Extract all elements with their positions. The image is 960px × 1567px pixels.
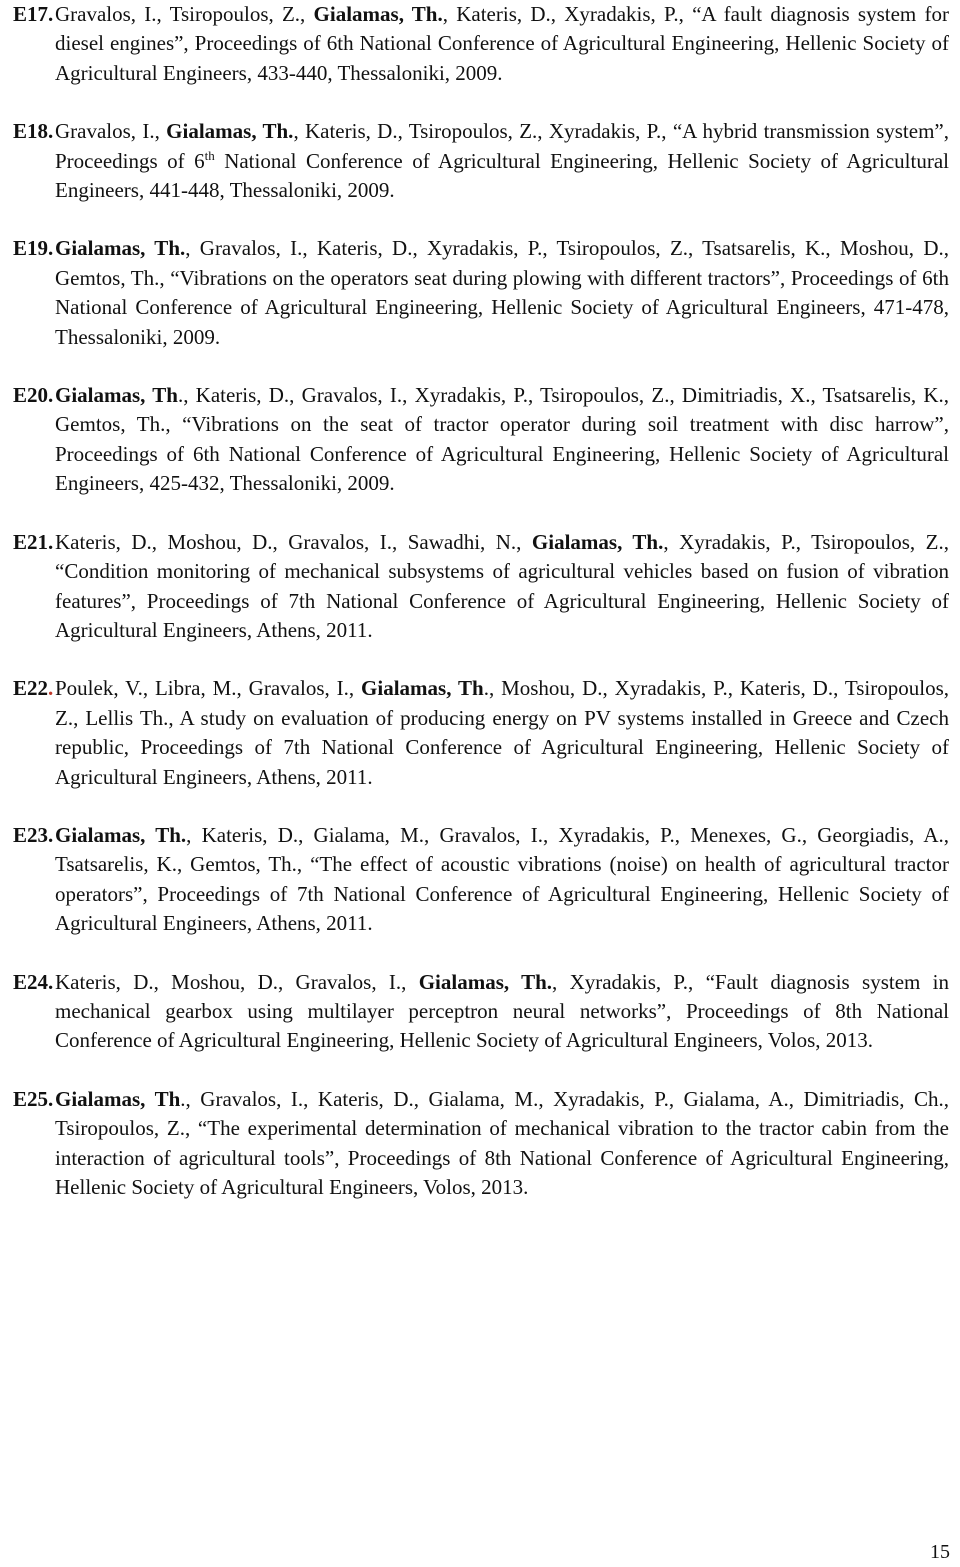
reference-text: ., Kateris, D., Gravalos, I., Xyradakis, P., Tsiropoulos, Z., Dimitriadis, X., Tsatsarelis, K., Gemtos, Th., “Vibrations on the seat of tractor operator during soil treatment with disc harrow”, Proceedings of 6th National Conference of Agricultural Engineering, Hellenic Society of Agricultural Engineers, 425-432, Thessaloniki, 2009. <box>55 383 949 496</box>
reference-entry <box>13 381 949 499</box>
reference-text: National Conference of Agricultural Engineering, Hellenic Society of Agricultural Engineers, 441-448, Thessaloniki, 2009. <box>55 148 949 203</box>
reference-id: E24. <box>13 969 54 994</box>
reference-id: E22 <box>13 676 49 701</box>
reference-text: Gravalos, I., <box>55 119 167 144</box>
reference-id: E25. <box>13 1086 54 1111</box>
reference-text: , Xyradakis, P., “Fault diagnosis system in mechanical gearbox using multilayer perceptron neural networks”, Proceedings of 8th National Conference of Agricultural Engineering, Hellenic Society of Agricultural Engineers, Volos, 2013. <box>55 969 950 1053</box>
reference-text: Gravalos, I <box>55 2 152 26</box>
reference-text: ., Gravalos, I., Kateris, D., Gialama, M., Xyradakis, P., Gialama, A., Dimitriadis, Ch., Tsiropoulos, Z., “The experimental determination of mechanical vibration to the tractor cabin from the interaction of agricultural tools”, Proceedings of 8th National Conference of Agricultural Engineering, Hellenic Society of Agricultural Engineers, Volos, 2013. <box>55 1086 949 1199</box>
reference-number <box>13 0 53 29</box>
reference-number <box>13 234 53 263</box>
reference-entry <box>13 0 949 88</box>
author-highlight: Gialamas, Th. <box>166 119 294 144</box>
reference-text: , Kateris, D., Xyradakis, P., “A fault diagnosis system for diesel engines”, Proceedings of 6th National Conference of Agricultural Engineering, Hellenic Society of Agricultural Engineers, 433-440, Thessaloniki, 2009. <box>55 2 949 85</box>
reference-text: ., Tsiropoulos, Z., <box>151 2 314 26</box>
reference-gap <box>13 645 949 674</box>
reference-id: E18. <box>13 119 54 144</box>
reference-gap <box>13 205 949 234</box>
reference-id: E19. <box>13 236 54 261</box>
author-highlight: Gialamas, Th. <box>418 969 553 994</box>
author-highlight: Gialamas, Th. <box>55 822 187 847</box>
reference-text: , Xyradakis, P., Tsiropoulos, Z., “Condition monitoring of mechanical subsystems of agricultural vehicles based on fusion of vibration features”, Proceedings of 7th National Conference of Agricultural Engineering, Hellenic Society of Agricultural Engineers, Athens, 2011. <box>55 529 949 642</box>
author-highlight: Gialamas, Th <box>55 1086 181 1111</box>
reference-text: , Kateris, D., Gialama, M., Gravalos, I., Xyradakis, P., Menexes, G., Georgiadis, A., Tsatsarelis, K., Gemtos, Th., “The effect of acoustic vibrations (noise) on health of agricultural tractor operators”, Proceedings of 7th National Conference of Agricultural Engineering, Hellenic Society of Agricultural Engineers, Athens, 2011. <box>55 822 949 936</box>
ordinal-superscript: th <box>204 147 215 163</box>
reference-number <box>13 117 53 146</box>
reference-number <box>13 528 53 557</box>
reference-gap <box>13 939 949 968</box>
reference-id: E21. <box>13 529 54 554</box>
reference-entry <box>13 821 949 939</box>
reference-id-suffix: . <box>48 676 54 701</box>
reference-list <box>13 0 949 1202</box>
reference-entry <box>13 674 949 792</box>
reference-gap <box>13 792 949 821</box>
reference-text: , Gravalos, I., Kateris, D., Xyradakis, P., Tsiropoulos, Z., Tsatsarelis, K., Moshou, D., Gemtos, Th., “Vibrations on the operators seat during plowing with different tractors”, Proceedings of 6th National Conference of Agricultural Engineering, Hellenic Society of Agricultural Engineers, 471-478, Thessaloniki, 2009. <box>55 236 949 349</box>
reference-text: , Kateris, D., Tsiropoulos, Z., Xyradakis, P., “A hybrid transmission system”, Proceedings of 6 <box>55 119 949 173</box>
reference-id: E20. <box>13 383 54 408</box>
reference-id: E23. <box>13 822 54 847</box>
reference-id: E17. <box>13 2 54 26</box>
reference-text: Poulek, V., Libra, M., Gravalos, I., <box>55 676 362 701</box>
reference-entry <box>13 234 949 352</box>
author-highlight: Gialamas, Th. <box>55 236 186 261</box>
reference-number <box>13 381 53 410</box>
reference-number <box>13 674 53 703</box>
reference-gap <box>13 1056 949 1085</box>
reference-entry <box>13 528 949 646</box>
reference-entry <box>13 968 949 1056</box>
reference-gap <box>13 88 949 117</box>
reference-number <box>13 1085 53 1114</box>
reference-gap <box>13 352 949 381</box>
reference-text: ., Moshou, D., Xyradakis, P., Kateris, D., Tsiropoulos, Z., Lellis Th., A study on evaluation of producing energy on PV systems installed in Greece and Czech republic, Proceedings of 7th National Conference of Agricultural Engineering, Hellenic Society of Agricultural Engineers, Athens, 2011. <box>55 676 949 789</box>
reference-gap <box>13 499 949 528</box>
reference-number <box>13 821 53 850</box>
reference-entry <box>13 117 949 205</box>
author-highlight: Gialamas, Th. <box>531 529 664 554</box>
reference-text: Kateris, D., Moshou, D., Gravalos, I., Sawadhi, N., <box>55 529 532 554</box>
author-highlight: Gialamas, Th. <box>313 2 443 26</box>
author-highlight: Gialamas, Th <box>55 383 178 408</box>
page-number: 15 <box>930 1541 950 1563</box>
author-highlight: Gialamas, Th <box>361 676 484 701</box>
reference-text: Kateris, D., Moshou, D., Gravalos, I., <box>55 969 419 994</box>
reference-number <box>13 968 53 997</box>
reference-entry <box>13 1085 949 1203</box>
